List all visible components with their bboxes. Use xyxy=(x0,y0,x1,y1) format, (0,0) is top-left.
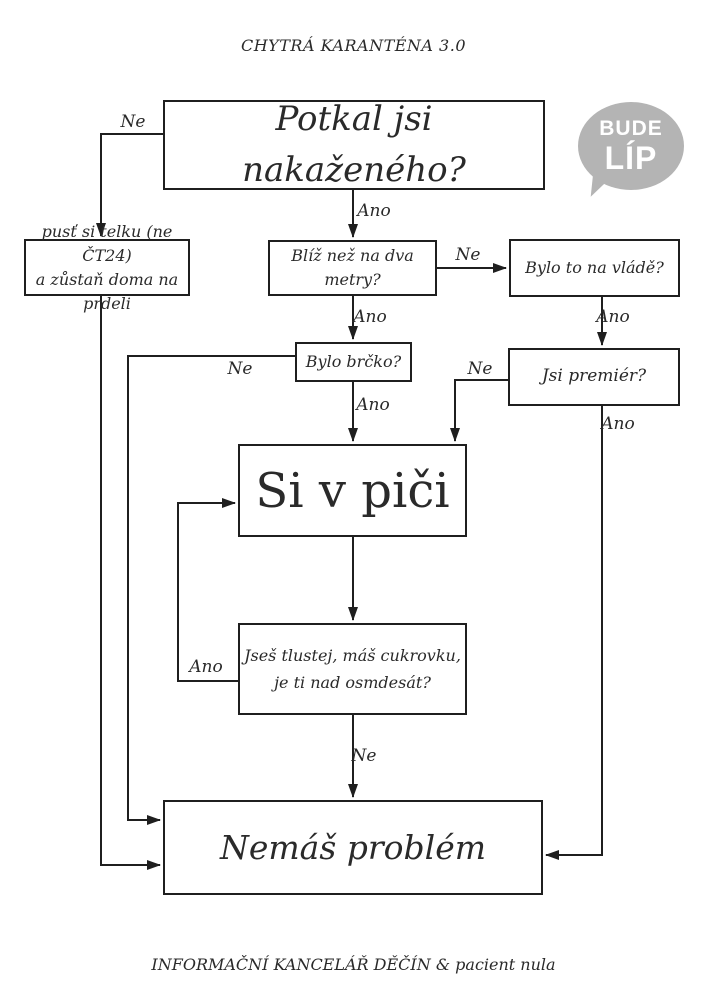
edge-label-premier-yes: Ano xyxy=(601,414,635,434)
node-risk xyxy=(238,623,467,715)
node-start-label: Potkal jsi nakaženého? xyxy=(242,99,466,190)
node-screwed xyxy=(238,444,467,537)
edge-tv-to-noproblem xyxy=(101,296,160,865)
edge-label-start-yes: Ano xyxy=(357,201,391,221)
node-start xyxy=(163,100,545,190)
node-risk-line2: je ti nad osmdesát? xyxy=(274,673,431,692)
node-premier-label: Jsi premiér? xyxy=(541,366,647,387)
node-screwed-label: Si v piči xyxy=(255,462,450,519)
edge-label-premier-no: Ne xyxy=(467,359,493,379)
page-title: CHYTRÁ KARANTÉNA 3.0 xyxy=(240,36,466,55)
edge-premier-yes xyxy=(546,406,602,855)
edge-label-government-yes: Ano xyxy=(596,307,630,327)
edge-label-straw-yes: Ano xyxy=(356,395,390,415)
edge-risk-yes-loop xyxy=(178,503,238,681)
node-straw-label: Bylo brčko? xyxy=(305,352,402,371)
node-watch-tv-line1: pusť si telku (ne ČT24) xyxy=(41,221,173,265)
node-distance xyxy=(268,240,437,296)
node-government-label: Bylo to na vládě? xyxy=(525,258,664,277)
node-distance-label: Blíž než na dva metry? xyxy=(291,246,414,289)
edge-label-distance-no: Ne xyxy=(455,245,481,265)
edge-label-risk-no: Ne xyxy=(351,746,377,766)
badge-line2: LÍP xyxy=(604,140,658,176)
bude-lip-badge xyxy=(578,102,684,190)
edge-label-distance-yes: Ano xyxy=(353,307,387,327)
edge-label-straw-no: Ne xyxy=(227,359,253,379)
node-no-problem xyxy=(163,800,543,895)
node-premier xyxy=(508,348,680,406)
node-risk-line1: Jseš tlustej, máš cukrovku, xyxy=(244,645,461,665)
node-no-problem-label: Nemáš problém xyxy=(219,827,487,867)
footer-credit: INFORMAČNÍ KANCELÁŘ DĚČÍN & pacient nula xyxy=(151,955,556,974)
node-straw xyxy=(295,342,412,382)
edge-premier-no xyxy=(455,380,510,441)
edge-label-risk-yes: Ano xyxy=(189,657,223,677)
edge-label-start-no: Ne xyxy=(120,112,146,132)
badge-line1: BUDE xyxy=(599,117,663,140)
edge-straw-no xyxy=(128,356,295,820)
node-government xyxy=(509,239,680,297)
node-watch-tv-line2: a zůstaň doma na prdeli xyxy=(35,269,179,313)
node-watch-tv xyxy=(24,221,190,313)
